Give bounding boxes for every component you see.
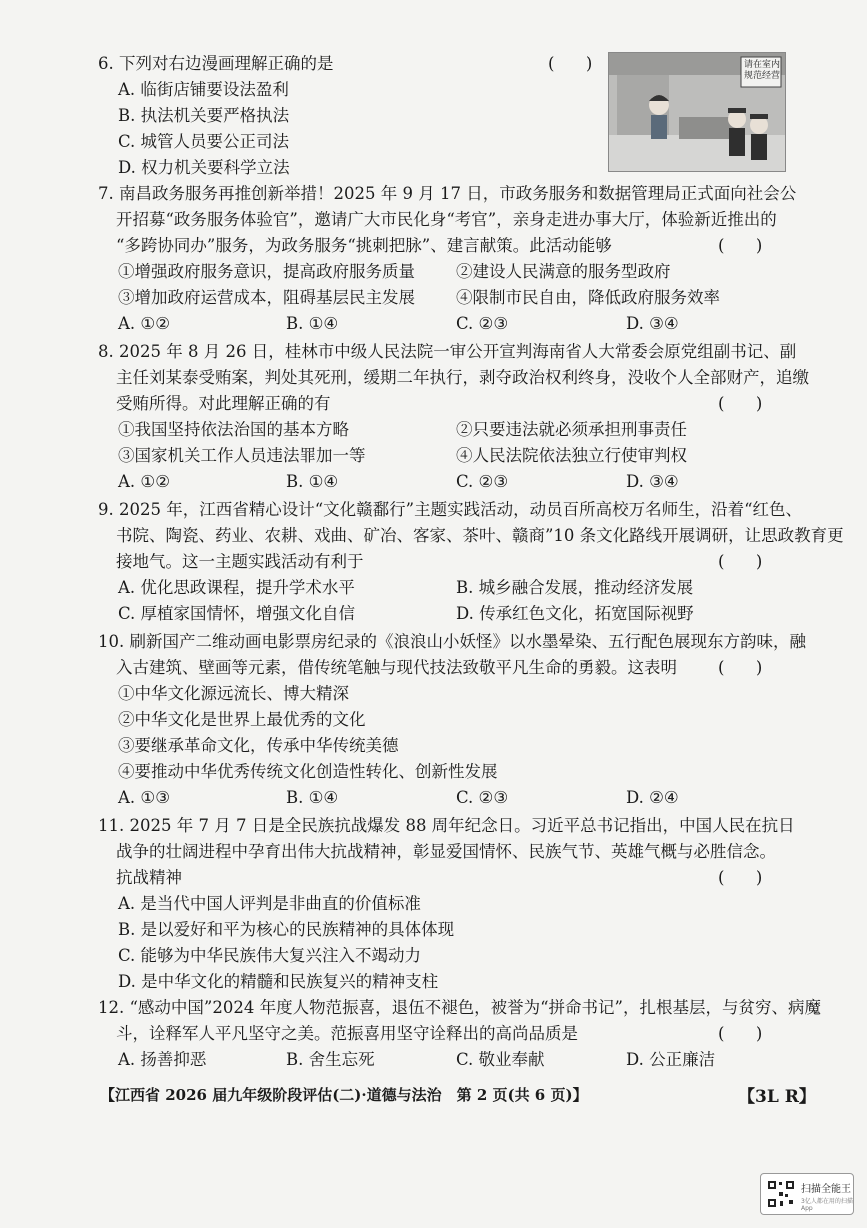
q7-stem-line-1: 7. 南昌政务服务再推创新举措！2025 年 9 月 17 日，市政务服务和数据管理局正式面向社会公 [98, 184, 797, 203]
q7-answer-paren: ( ) [718, 236, 763, 255]
q7-choice-d: D. ③④ [626, 314, 679, 333]
q6-comic-image [608, 52, 786, 172]
q10-choice-d: D. ②④ [626, 788, 679, 807]
q8-item-2: ②只要违法就必须承担刑事责任 [456, 420, 687, 439]
q6-option-b: B. 执法机关要严格执法 [118, 106, 290, 125]
scanner-watermark [760, 1173, 854, 1215]
q8-choice-d: D. ③④ [626, 472, 679, 491]
q11-option-c: C. 能够为中华民族伟大复兴注入不竭动力 [118, 946, 422, 965]
q10-choice-b: B. ①④ [286, 788, 339, 807]
q6-answer-paren: ( ) [548, 54, 593, 73]
q9-stem-line-3: 接地气。这一主题实践活动有利于 [116, 552, 364, 571]
paper-code: 【3L R】 [738, 1087, 816, 1107]
q11-answer-paren: ( ) [718, 868, 763, 887]
q9-answer-paren: ( ) [718, 552, 763, 571]
q9-option-b: B. 城乡融合发展，推动经济发展 [456, 578, 694, 597]
q12-choice-d: D. 公正廉洁 [626, 1050, 716, 1069]
q8-choice-b: B. ①④ [286, 472, 339, 491]
q8-choice-c: C. ②③ [456, 472, 509, 491]
q9-option-a: A. 优化思政课程，提升学术水平 [118, 578, 355, 597]
q8-item-4: ④人民法院依法独立行使审判权 [456, 446, 687, 465]
q12-stem-line-1: 12. “感动中国”2024 年度人物范振喜，退伍不褪色，被誉为“拼命书记”，扎根基层，与贫穷、病魔 [98, 998, 821, 1017]
q10-answer-paren: ( ) [718, 658, 763, 677]
q10-choice-a: A. ①③ [118, 788, 170, 807]
q7-item-1: ①增强政府服务意识，提高政府服务质量 [118, 262, 415, 281]
q12-choice-b: B. 舍生忘死 [286, 1050, 375, 1069]
scanner-app-name: 扫描全能王 [801, 1184, 851, 1195]
scanner-app-slogan: 3亿人都在用的扫描App [801, 1198, 853, 1212]
q10-item-3: ③要继承革命文化，传承中华传统美德 [118, 736, 399, 755]
q9-stem-line-2: 书院、陶瓷、药业、农耕、戏曲、矿冶、客家、茶叶、赣商”10 条文化路线开展调研，让思政教育更 [116, 526, 844, 545]
q10-item-1: ①中华文化源远流长、博大精深 [118, 684, 349, 703]
q7-stem-line-2: 开招募“政务服务体验官”，邀请广大市民化身“考官”，亲身走进办事大厅，体验新近推出的 [116, 210, 777, 229]
q8-choice-a: A. ①② [118, 472, 170, 491]
q7-item-3: ③增加政府运营成本，阻碍基层民主发展 [118, 288, 415, 307]
q8-stem-line-3: 受贿所得。对此理解正确的有 [116, 394, 331, 413]
page-footer: 【江西省 2026 届九年级阶段评估(二)·道德与法治 第 2 页(共 6 页)】 [100, 1086, 588, 1104]
q10-item-2: ②中华文化是世界上最优秀的文化 [118, 710, 366, 729]
q8-stem-line-2: 主任刘某泰受贿案，判处其死刑，缓期二年执行，剥夺政治权利终身，没收个人全部财产，追缴 [116, 368, 809, 387]
q10-item-4: ④要推动中华优秀传统文化创造性转化、创新性发展 [118, 762, 498, 781]
q10-stem-line-1: 10. 刷新国产二维动画电影票房纪录的《浪浪山小妖怪》以水墨晕染、五行配色展现东方韵味，融 [98, 632, 806, 651]
q6-option-d: D. 权力机关要科学立法 [118, 158, 290, 177]
q8-stem-line-1: 8. 2025 年 8 月 26 日，桂林市中级人民法院一审公开宣判海南省人大常委会原党组副书记、副 [98, 342, 797, 361]
q11-option-a: A. 是当代中国人评判是非曲直的价值标准 [118, 894, 421, 913]
q12-choice-a: A. 扬善抑恶 [118, 1050, 207, 1069]
q10-choice-c: C. ②③ [456, 788, 509, 807]
q7-stem-line-3: “多跨协同办”服务，为政务服务“挑刺把脉”、建言献策。此活动能够 [116, 236, 612, 255]
q11-stem-line-3: 抗战精神 [116, 868, 182, 887]
q7-choice-b: B. ①④ [286, 314, 339, 333]
q11-stem-line-1: 11. 2025 年 7 月 7 日是全民族抗战爆发 88 周年纪念日。习近平总书记指出，中国人民在抗日 [98, 816, 795, 835]
q7-item-2: ②建设人民满意的服务型政府 [456, 262, 671, 281]
q8-item-3: ③国家机关工作人员违法罪加一等 [118, 446, 366, 465]
qr-code-icon [767, 1180, 795, 1208]
q8-answer-paren: ( ) [718, 394, 763, 413]
q7-choice-a: A. ①② [118, 314, 170, 333]
q10-stem-line-2: 入古建筑、壁画等元素，借传统笔触与现代技法致敬平凡生命的勇毅。这表明 [116, 658, 677, 677]
q12-stem-line-2: 斗，诠释军人平凡坚守之美。范振喜用坚守诠释出的高尚品质是 [116, 1024, 578, 1043]
q11-option-d: D. 是中华文化的精髓和民族复兴的精神支柱 [118, 972, 439, 991]
q11-option-b: B. 是以爱好和平为核心的民族精神的具体体现 [118, 920, 455, 939]
q7-choice-c: C. ②③ [456, 314, 509, 333]
q9-stem-line-1: 9. 2025 年，江西省精心设计“文化赣鄱行”主题实践活动，动员百所高校万名师生，沿着“红色、 [98, 500, 803, 519]
q7-item-4: ④限制市民自由，降低政府服务效率 [456, 288, 720, 307]
q9-option-c: C. 厚植家国情怀，增强文化自信 [118, 604, 356, 623]
q12-answer-paren: ( ) [718, 1024, 763, 1043]
q6-option-c: C. 城管人员要公正司法 [118, 132, 290, 151]
q6-stem: 6. 下列对右边漫画理解正确的是 [98, 54, 334, 73]
q8-item-1: ①我国坚持依法治国的基本方略 [118, 420, 349, 439]
q6-option-a: A. 临街店铺要设法盈利 [118, 80, 289, 99]
q12-choice-c: C. 敬业奉献 [456, 1050, 545, 1069]
q11-stem-line-2: 战争的壮阔进程中孕育出伟大抗战精神，彰显爱国情怀、民族气节、英雄气概与必胜信念。 [116, 842, 776, 861]
comic-sign-text: 请在室内规范经营 [743, 60, 780, 81]
q9-option-d: D. 传承红色文化，拓宽国际视野 [456, 604, 694, 623]
